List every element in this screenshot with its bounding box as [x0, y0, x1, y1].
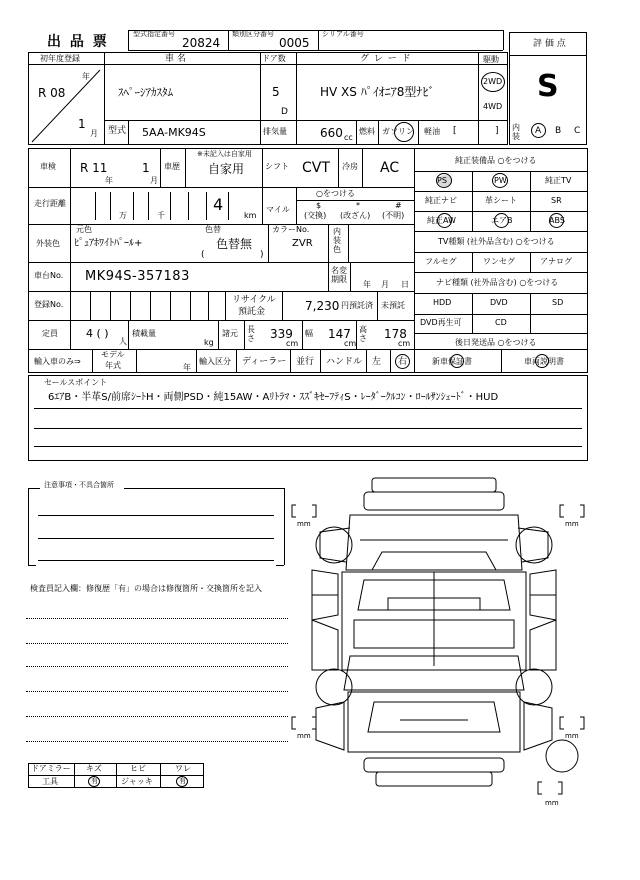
equipment-title: 純正装備品 ○をつける: [455, 156, 537, 165]
title-day: 日: [401, 280, 409, 289]
grade: HV XS ﾊﾟｲｵﾆｱ8型ﾅﾋﾞ: [320, 85, 435, 99]
length-unit: cm: [286, 339, 299, 348]
orig-color-label: 元色: [76, 225, 92, 234]
legend-mirror: ドアミラー: [31, 764, 71, 773]
interior-c: C: [574, 126, 581, 136]
inspector-label: 検査員記入欄：修復歴「有」の場合は修復箇所・交換箇所を記入: [30, 584, 262, 593]
mileage-label: 走行距離: [34, 199, 66, 208]
later-manual-circle: [535, 354, 549, 368]
interior-color-label: 内装色: [333, 227, 341, 254]
equip-pw: PW: [494, 176, 507, 185]
later-title: 後日発送品 ○をつける: [455, 338, 537, 347]
capacity-label: 定員: [42, 329, 58, 338]
width: 147: [328, 327, 351, 341]
mileage-digit: 4: [213, 195, 224, 214]
first-reg-month: 1: [78, 117, 86, 131]
mileage-circle-note: ○をつける: [316, 189, 355, 198]
displacement-label: 排気量: [263, 127, 287, 136]
mm-spare: mm: [545, 799, 559, 807]
color-changed-label: 色替: [205, 225, 221, 234]
capacity: 4 ( ): [86, 327, 109, 340]
equip-ps-circle: [436, 173, 452, 188]
equip-pw-circle: [492, 173, 508, 188]
replaced-sym: $: [316, 201, 322, 210]
load-label: 積載量: [132, 329, 156, 338]
chassis-no: MK94S-357183: [85, 269, 190, 284]
mileage-sen: 千: [157, 211, 165, 220]
equip-sr: SR: [551, 196, 562, 205]
fuel-label: 燃料: [359, 127, 375, 136]
drive-label: 駆動: [483, 55, 499, 64]
car-name: ｽﾍﾟｰｼｱｶｽﾀﾑ: [118, 86, 173, 99]
vehicle-type: 5AA-MK94S: [142, 126, 206, 139]
cc-unit: cc: [344, 133, 353, 142]
legend-tools-has: 有: [91, 777, 98, 785]
drive-4wd: 4WD: [483, 102, 503, 111]
first-reg-month-unit: 月: [90, 129, 98, 138]
mm-rear-left: mm: [297, 732, 311, 740]
recycle-none: 未預託: [381, 301, 405, 310]
fuel-circle: [394, 122, 414, 142]
inspection-label: 車検: [40, 162, 56, 171]
later-manual: 車両説明書: [524, 357, 564, 366]
height-label: 高さ: [359, 325, 367, 343]
handle-left: 左: [372, 357, 382, 367]
interior-label: 内装: [512, 123, 520, 141]
navi-dvd-play: DVD再生可: [420, 318, 462, 327]
later-warranty: 新車保証書: [432, 357, 472, 366]
mm-front-right: mm: [565, 520, 579, 528]
exterior-label: 外装色: [36, 239, 60, 248]
title-year: 年: [363, 280, 371, 289]
use-note: ※未記入は自家用: [197, 150, 252, 158]
navi-sd: SD: [552, 298, 564, 307]
import-label: 輸入車のみ⇒: [34, 357, 81, 366]
model-no: 20824: [182, 36, 221, 50]
model-year-unit: 年: [183, 363, 191, 372]
width-label: 幅: [305, 329, 313, 338]
recycle-amount: 7,230: [305, 299, 340, 313]
tampered-label: (改ざん): [340, 211, 371, 220]
car-damage-diagram: [290, 470, 600, 810]
model-year-label-2: 年式: [105, 361, 121, 370]
equip-aw-circle: [437, 213, 452, 228]
interior-a-circle: [531, 123, 546, 138]
mile-label: マイル: [266, 205, 290, 214]
navi-dvd: DVD: [490, 298, 508, 307]
class-no-label: 類別区分番号: [232, 30, 274, 38]
mm-front-left: mm: [297, 520, 311, 528]
navi-cd: CD: [495, 318, 507, 327]
inspection-era: R 11: [80, 161, 108, 175]
shift: CVT: [302, 160, 330, 176]
import-type-label: 輸入区分: [199, 357, 231, 366]
tv-oneseg: ワンセグ: [483, 257, 515, 266]
doors-type: D: [281, 107, 288, 117]
replaced-label: (交換): [304, 211, 327, 220]
width-unit: cm: [344, 339, 357, 348]
legend-tools-circle: [88, 776, 100, 787]
sales-text: 6ｴｱB・半革S/前席ｼｰﾄH・両側PSD・純15AW・Aﾘﾄﾗﾏ・ｽｽﾞｷｾｰﾌﾃｨS・ﾚｰﾀﾞｰｸﾙｺﾝ・ﾛｰﾙｻﾝｼｪｰﾄﾞ・HUD: [48, 392, 499, 403]
handle-right-circle: [395, 354, 410, 369]
first-reg-era: R 08: [38, 86, 66, 100]
equip-leather: 革シート: [485, 196, 517, 205]
grade-score-label: 評 価 点: [533, 39, 566, 49]
navi-title: ナビ種類 (社外品含む) ○をつける: [436, 278, 559, 287]
doors-label: ドア数: [262, 54, 286, 63]
tv-title: TV種類 (社外品含む) ○をつける: [438, 237, 555, 246]
displacement: 660: [320, 126, 343, 140]
doors: 5: [272, 85, 280, 99]
sales-label: セールスポイント: [44, 378, 108, 387]
unknown-sym: #: [395, 201, 402, 210]
drive-2wd-circle: [481, 72, 505, 92]
dims-label: 諸元: [222, 329, 238, 338]
class-no: 0005: [279, 36, 310, 50]
model-no-label: 型式指定番号: [133, 30, 175, 38]
legend-scratch: キズ: [86, 764, 102, 773]
mm-rear-right: mm: [565, 732, 579, 740]
navi-hdd: HDD: [433, 298, 452, 307]
legend-jack-has: 有: [179, 777, 186, 785]
model-year-label-1: モデル: [101, 350, 125, 359]
legend-crack: ヒビ: [130, 764, 146, 773]
first-reg-label: 初年度登録: [40, 54, 80, 63]
car-name-label: 車 名: [165, 54, 186, 64]
height-unit: cm: [398, 339, 411, 348]
caution-label: 注意事項・不具合箇所: [44, 481, 114, 489]
later-warranty-circle: [450, 354, 464, 368]
use: 自家用: [208, 162, 245, 176]
legend-jack: ジャッキ: [121, 777, 153, 786]
aircon: AC: [380, 160, 400, 176]
recycle-label-1: リサイクル: [232, 295, 276, 305]
handle-label: ハンドル: [326, 357, 363, 367]
equip-tv: 純正TV: [545, 176, 572, 185]
equip-navi: 純正ナビ: [425, 196, 457, 205]
legend-jack-circle: [176, 776, 188, 787]
tv-fullseg: フルセグ: [425, 257, 457, 266]
unknown-label: (不明): [382, 211, 405, 220]
fuel-gasoline: ガソリン: [382, 127, 414, 136]
mileage-km: km: [244, 211, 257, 220]
type-label: 型式: [108, 126, 127, 136]
tv-analog: アナログ: [540, 257, 572, 266]
load-unit: kg: [204, 338, 214, 347]
inspection-month-unit: 月: [150, 176, 158, 185]
parallel: 並行: [296, 357, 315, 367]
equip-airbag-circle: [494, 213, 509, 228]
inspection-month: 1: [142, 161, 150, 175]
fuel-diesel: 軽油: [424, 127, 440, 136]
recycle-unit: 円預託済: [341, 301, 373, 310]
equip-abs-circle: [549, 213, 564, 228]
chassis-label: 車台No.: [34, 271, 64, 280]
shift-label: シフト: [265, 162, 289, 171]
grade-score: S: [537, 69, 559, 104]
aircon-label: 冷房: [342, 162, 358, 171]
handle-right: 右: [398, 357, 408, 367]
interior-a: A: [535, 126, 542, 136]
legend-break: ワレ: [175, 764, 191, 773]
drive-2wd: 2WD: [483, 77, 503, 86]
first-reg-diagonal: [28, 64, 104, 145]
serial-label: シリアル番号: [322, 30, 364, 38]
length-label: 長さ: [247, 325, 255, 343]
inspection-year-unit: 年: [105, 176, 113, 185]
orig-color: ﾋﾟｭｱﾎﾜｲﾄﾊﾟｰﾙ+: [74, 238, 143, 249]
legend-tools: 工具: [42, 777, 58, 786]
length: 339: [270, 327, 293, 341]
use-label: 車歴: [164, 162, 180, 171]
tampered-sym: *: [356, 201, 360, 210]
dealer: ディーラー: [242, 357, 287, 367]
height: 178: [384, 327, 407, 341]
first-reg-year-unit: 年: [82, 72, 90, 81]
capacity-unit: 人: [119, 337, 127, 346]
equip-airbag: エアB: [491, 216, 513, 225]
interior-b: B: [555, 126, 562, 136]
reg-no-label: 登録No.: [34, 300, 64, 309]
sheet-title: 出 品 票: [47, 34, 109, 50]
equip-abs: ABS: [549, 216, 565, 225]
recycle-label-2: 預託金: [238, 307, 266, 317]
color-no-label: カラーNo.: [272, 225, 310, 234]
equip-aw: 純正AW: [427, 216, 456, 225]
equip-ps: PS: [437, 176, 447, 185]
title-month: 月: [381, 280, 389, 289]
color-no: ZVR: [292, 238, 313, 249]
title-expiry-label: 名変期限: [331, 266, 347, 284]
color-changed: 色替無: [216, 237, 253, 251]
mileage-man: 万: [119, 211, 127, 220]
sales-block: [28, 375, 588, 461]
grade-label: グ レ ー ド: [360, 54, 412, 64]
